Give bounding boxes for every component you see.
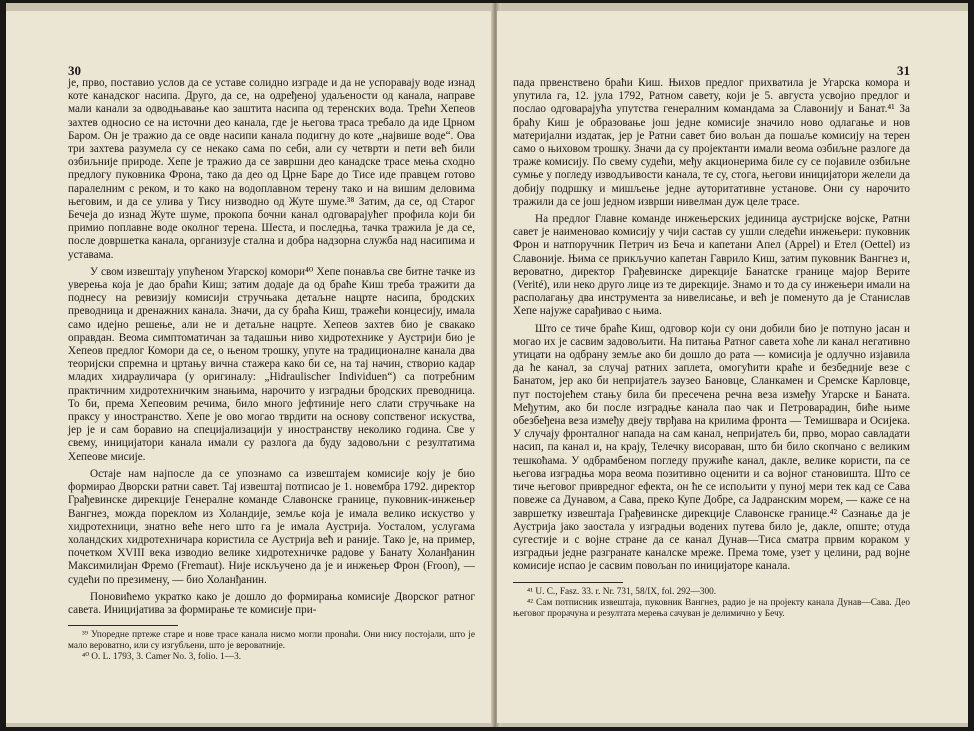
paragraph: је, прво, поставио услов да се уставе солидно изграде и да не успоравају воде изнад коте канадског насипа. Друго, да се, на одређеној удаљености од канала, направе мали канали за одводњавање као заштита насипа од теренских вода. Трећи Хепеов захтев односио се на источни део канала, где је његова траса требало да иде Црном Баром. Он је тражио да се овде насипи канала подигну до коте „највише воде“. Ова три захтева разумела су се некако сама по себи, али су четврти и пети већ били озбиљније природе. Хепе је тражио да се завршни део канадске трасе мења сходно предлогу пуковника Фрона, тако да део од Црне Баре до Тисе иде правцем готово паралелним с реком, и то како на водоплавном терену тако и на вишим деловима његовим, и да се улива у Тису низводно од Жуте шуме.³⁸ Затим, да се, од Старог Бечеја до изнад Жуте шуме, прокопа бочни канал одговарајућег профила који би примио поплавне воде околног терена. Шеста, и последња, тачка тражила је да се, после довршетка канала, организује стална и добра надзорна служба над насипима и уставама.: [68, 77, 475, 261]
footnote: ³⁹ Упоредне пртеже старе и нове трасе канала нисмо могли пронаћи. Они нису постојали, што је мало вероватно, или су изгубљени, што је вероватније.: [68, 630, 475, 652]
page-number-right: 31: [897, 63, 910, 78]
paragraph: пада првенствено браћи Киш. Њихов предлог прихватила је Угарска комора и упутила га, 12. јула 1792, Ратном савету, који је 5. августа усвојио предлог и послао одговарајућа упутства генералним командама за Славонију и Банат.⁴¹ За браћу Киш је образовање још једне комисије значило ново одлагање и нов материјални издатак, јер је Ратни савет био вољан да пошаље комисију на терен само о њиховом трошку. Значи да су пројектанти имали веома озбиљне разлоге да траже комисију. По свему судећи, међу акционерима биле су се појавиле озбиљне сумње у погледу изводљивости канала, те су, стога, његови иницијатори желели да добију подршку и мишљење једне ауторитативне установе. Они су нарочито тражили да се још једном изврши нивелман дуж целе трасе.: [513, 77, 910, 208]
paragraph: На предлог Главне команде инжењерских јединица аустријске војске, Ратни савет је наименовао комисију у чији састав су ушли следећи инжењери: пуковник Фрон и натпоручник Петрич из Беча и капетани Апел (Appel) и Етел (Oettel) из Славоније. Њима се прикључио капетан Гаврило Киш, затим пуковник Вангнез и, вероватно, директор Грађевинске дирекције Банатске границе мајор Верите (Verité), или неко друго лице из те дирекције. Знамо и то да су инжењери имали на располагању два инструмента за нивелисање, и већ је поменуто да је Станислав Хепе најуже сарађивао с њима.: [513, 213, 910, 318]
footnote-rule: [513, 582, 623, 583]
footnote-rule: [68, 625, 178, 626]
left-footnotes: [68, 630, 475, 663]
page-number-left: 30: [68, 63, 81, 78]
left-page-body: [68, 77, 475, 617]
footnote: ⁴² Сам потписник извештаја, пуковник Вангнез, радио је на пројекту канала Дунав—Сава. Део његовог прорачуна и резултата мерења сачуван је делимично у Бечу.: [513, 597, 910, 619]
paragraph: У свом извештају упућеном Угарској комори⁴⁰ Хепе понавља све битне тачке из уверења која је дао браћи Киш; затим додаје да од браће Киш треба тражити да поднесу на ревизију комисији стручњака детаљне нацрте насипа, бродских преводница и дренажних канала. Значи, да су браћа Киш, тражећи концесију, имала само идејно решење, али не и детаљне нацрте. Хепеов захтев био је свакако оправдан. Веома симптоматичан за тадашњи ниво хидротехнике у Аустрији био је Хепеов предлог Комори да се, о њеном трошку, упуте на традиционалне канала два теоријски спремна и цртању вична стажера како би се, на тај начин, створио кадар младих хидрауличара (у оригиналу: „Hidraulischer Individuen“) са потребним практичним хидротехничким знањима, нарочито у изградњи бродских преводница. То би, према Хепеовим речима, било много јефтиније него слати стручњаке на праксу у иностранство. Хепе је ово могао тврдити на основу сопственог искуства, јер је и сам боравио на специјализацији у иностранству неколико година. Све у свему, иницијатори канала имали су разлога да буду задовољни с резултатима Хепеове мисије.: [68, 265, 475, 463]
book-spread: [6, 3, 968, 727]
footnote: ⁴⁰ O. L. 1793, 3. Camer No. 3, folio. 1—3.: [82, 652, 242, 663]
right-page: [497, 11, 968, 723]
paragraph: Поновићемо укратко како је дошло до формирања комисије Дворског ратног савета. Иницијатива за формирање те комисије при-: [68, 590, 475, 616]
paragraph: Остаје нам најпосле да се упознамо са извештајем комисије коју је био формирао Дворски ратни савет. Тај извештај потписао је 1. новембра 1792. директор Грађевинске дирекције Генералне команде Славонске границе, пуковник-инжењер Вангнез, можда пореклом из Холандије, земље која је имала велико искуство у хидротехници, знатно веће него што га је имала Аустрија. Уосталом, услугама холандских хидротехничара користила се Аустрија већ и раније. Тако је, на пример, почетком XVIII века изводио велике хидротехничке радове у Банату Холанђанин Максимилијан Фремо (Fremaut). Није искључено да је и инжењер Фрон (Froon), — судећи по презимену, — био Холанђанин.: [68, 467, 475, 586]
footnote: ⁴¹ U. C., Fasz. 33. r. Nr. 731, 58/IX, fol. 292—300.: [527, 586, 717, 597]
left-page: [6, 11, 493, 723]
right-footnotes: [513, 587, 910, 620]
right-page-body: [513, 77, 910, 574]
paragraph: Што се тиче браће Киш, одговор који су они добили био је потпуно јасан и могао их је сасвим задовољити. На питања Ратног савета хоће ли канал негативно утицати на одбрану земље ако би дошло до рата — комисија је одлучно изјавила да ће канал, за случај ратних заплета, омогућити краће и безбедније везе с Банатом, јер ако би непријатељ заузео Бановце, Сланкамен и Сремске Карловце, пут постојећем стању била би пресечена речна веза између Угарске и Баната. Међутим, ако би после изградње канала пао чак и Петроварадин, биће њиме обезбеђена веза између двеју тврђава на крилима фронта — Темишвара и Осијека. У случају фронталног напада на сам канал, непријатељ би, прво, морао савладати насип, па канал и, на крају, Телечку висораван, што би било скопчано с великим тешкоћама. У одбрамбеном погледу пружиће канал, дакле, велике користи, па се његова изградња мора веома позитивно оценити и са војног становишта. Што се тиче његовог привредног ефекта, он ће се испољити у пуној мери тек кад се Сава повеже са Дунавом, а Сава, преко Купе Добре, са Јадранским морем, — каже се на завршетку извештаја Грађевинске дирекције Славонске границе.⁴² Сазнање да је Аустрија јако заостала у изградњи водених путева било је, дакле, опште; отуда сугестије и с војне стране да се канал Дунав—Тиса сматра првим кораком у изградњи једне разгранате каналске мреже. Према томе, узет у целини, рад војне комисије испао је сасвим повољан по иницијаторе канала.: [513, 322, 910, 573]
